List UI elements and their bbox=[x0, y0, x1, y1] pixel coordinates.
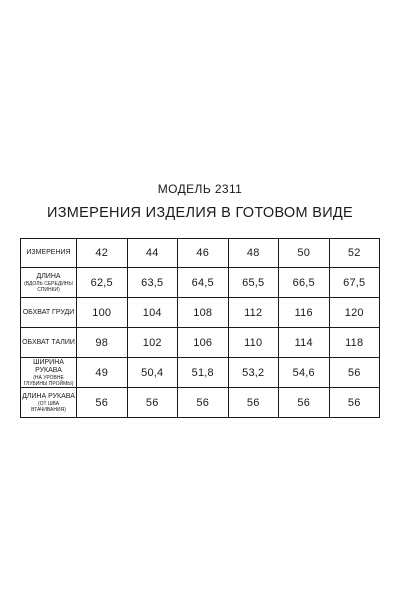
size-cell: 48 bbox=[228, 239, 279, 268]
value-cell: 56 bbox=[127, 388, 178, 418]
row-sublabel: (ВДОЛЬ СЕРЕДИНЫ СПИНКИ) bbox=[24, 280, 73, 293]
value-cell: 118 bbox=[329, 328, 380, 358]
value-cell: 98 bbox=[77, 328, 128, 358]
table-row bbox=[21, 298, 380, 328]
value-cell: 116 bbox=[279, 298, 330, 328]
table-row bbox=[21, 388, 380, 418]
value-cell: 65,5 bbox=[228, 268, 279, 298]
value-cell: 56 bbox=[178, 388, 229, 418]
row-sublabel: (НА УРОВНЕ ГЛУБИНЫ ПРОЙМЫ) bbox=[23, 374, 74, 387]
value-cell: 120 bbox=[329, 298, 380, 328]
row-label: ОБХВАТ ГРУДИ bbox=[22, 308, 75, 316]
value-cell: 56 bbox=[77, 388, 128, 418]
value-cell: 102 bbox=[127, 328, 178, 358]
value-cell: 67,5 bbox=[329, 268, 380, 298]
model-number: МОДЕЛЬ 2311 bbox=[157, 182, 243, 196]
row-label-cell bbox=[21, 298, 77, 328]
row-sublabel: (ОТ ШВА ВТАЧИВАНИЯ) bbox=[31, 400, 66, 413]
value-cell: 100 bbox=[77, 298, 128, 328]
value-cell: 50,4 bbox=[127, 358, 178, 388]
table-row bbox=[21, 328, 380, 358]
value-cell: 110 bbox=[228, 328, 279, 358]
table-row bbox=[21, 358, 380, 388]
value-cell: 63,5 bbox=[127, 268, 178, 298]
measurements-table-wrap bbox=[20, 238, 380, 418]
value-cell: 53,2 bbox=[228, 358, 279, 388]
size-cell: 46 bbox=[178, 239, 229, 268]
value-cell: 56 bbox=[228, 388, 279, 418]
row-label-cell bbox=[21, 388, 77, 418]
header-label-cell bbox=[21, 239, 77, 268]
value-cell: 106 bbox=[178, 328, 229, 358]
row-label-cell bbox=[21, 268, 77, 298]
header bbox=[0, 181, 400, 223]
value-cell: 64,5 bbox=[178, 268, 229, 298]
value-cell: 56 bbox=[329, 388, 380, 418]
row-label-cell bbox=[21, 358, 77, 388]
value-cell: 54,6 bbox=[279, 358, 330, 388]
value-cell: 108 bbox=[178, 298, 229, 328]
table-header-row bbox=[21, 239, 380, 268]
row-label: ДЛИНА bbox=[36, 272, 61, 280]
size-cell: 50 bbox=[279, 239, 330, 268]
size-cell: 42 bbox=[77, 239, 128, 268]
value-cell: 56 bbox=[279, 388, 330, 418]
value-cell: 51,8 bbox=[178, 358, 229, 388]
row-label: ДЛИНА РУКАВА bbox=[22, 392, 75, 400]
row-label-cell bbox=[21, 328, 77, 358]
size-cell: 52 bbox=[329, 239, 380, 268]
row-label: ШИРИНА РУКАВА bbox=[33, 358, 64, 374]
value-cell: 114 bbox=[279, 328, 330, 358]
page-title: ИЗМЕРЕНИЯ ИЗДЕЛИЯ В ГОТОВОМ ВИДЕ bbox=[46, 205, 354, 221]
value-cell: 112 bbox=[228, 298, 279, 328]
table-row bbox=[21, 268, 380, 298]
row-label: ОБХВАТ ТАЛИИ bbox=[22, 338, 75, 346]
value-cell: 104 bbox=[127, 298, 178, 328]
value-cell: 49 bbox=[77, 358, 128, 388]
value-cell: 62,5 bbox=[77, 268, 128, 298]
header-label: ИЗМЕРЕНИЯ bbox=[26, 249, 71, 256]
measurements-table bbox=[20, 238, 380, 418]
size-cell: 44 bbox=[127, 239, 178, 268]
value-cell: 66,5 bbox=[279, 268, 330, 298]
value-cell: 56 bbox=[329, 358, 380, 388]
